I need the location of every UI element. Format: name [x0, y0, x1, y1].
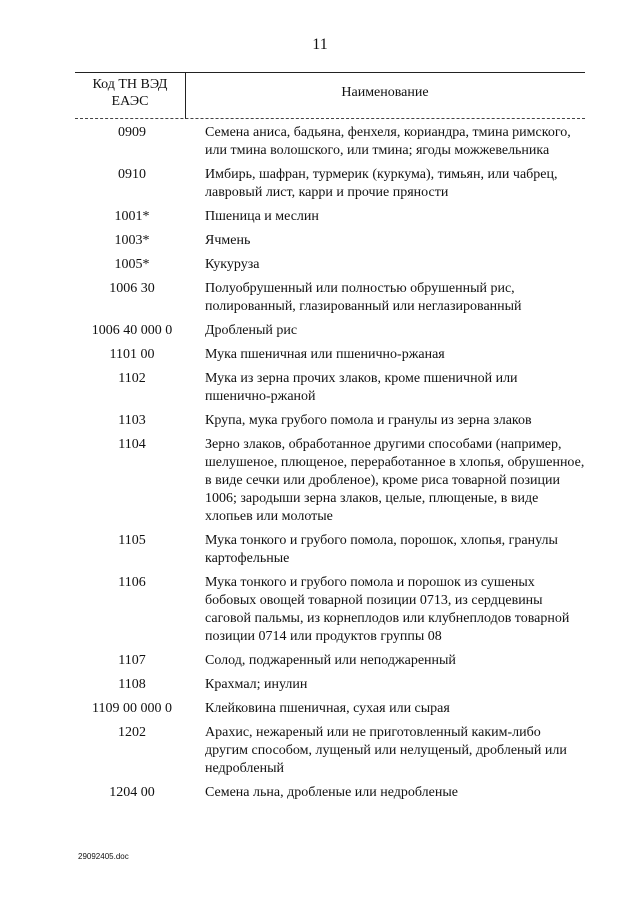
table-body — [75, 124, 585, 808]
row-code: 1106 — [118, 575, 146, 590]
table-row — [75, 574, 585, 646]
row-name: Полуобрушенный или полностью обрушенный рис, полированный, глазированный или неглазированный — [205, 281, 522, 314]
table-row — [75, 412, 585, 430]
header-top-rule — [75, 72, 585, 73]
row-name: Мука тонкого и грубого помола и порошок из сушеных бобовых овощей товарной позиции 0713, из сердцевины саговой пальмы, из корнеплодов или клубнеплодов товарной позиции 0714 или продуктов группы 08 — [205, 575, 570, 644]
row-name: Арахис, нежареный или не приготовленный каким-либо другим способом, лущеный или нелущеный, дробленый или недробленый — [205, 725, 567, 776]
row-name: Солод, поджаренный или неподжаренный — [205, 653, 456, 668]
row-code: 1104 — [118, 437, 146, 452]
code-header-line1: Код ТН ВЭД — [92, 77, 168, 92]
row-name: Крахмал; инулин — [205, 677, 308, 692]
code-column-header — [75, 76, 185, 110]
row-code: 1101 00 — [109, 347, 155, 362]
row-name: Мука пшеничная или пшенично-ржаная — [205, 347, 445, 362]
footer-file-name: 29092405.doc — [78, 852, 129, 861]
table-row — [75, 346, 585, 364]
row-name: Зерно злаков, обработанное другими способами (например, шелушеное, плющеное, переработанное в хлопья, обрушенное, в виде сечки или дробленое), кроме риса товарной позиции 1006; зародыши зерна злаков, целые, плющеные, в виде хлопьев или молотые — [205, 437, 585, 524]
row-name: Мука тонкого и грубого помола, порошок, хлопья, гранулы картофельные — [205, 533, 558, 566]
row-name: Семена льна, дробленые или недробленые — [205, 785, 458, 800]
table-row — [75, 700, 585, 718]
row-code: 1105 — [118, 533, 146, 548]
row-name: Семена аниса, бадьяна, фенхеля, кориандра, тмина римского, или тмина волошского, или тмина; ягоды можжевельника — [205, 125, 571, 158]
row-name: Крупа, мука грубого помола и гранулы из зерна злаков — [205, 413, 532, 428]
row-code: 1003* — [114, 233, 150, 248]
page-number: 11 — [312, 36, 328, 53]
row-code: 1108 — [118, 677, 146, 692]
table-row — [75, 256, 585, 274]
table-row — [75, 208, 585, 226]
row-name: Пшеница и меслин — [205, 209, 319, 224]
name-column-header: Наименование — [341, 85, 429, 100]
row-code: 1102 — [118, 371, 146, 386]
row-name: Мука из зерна прочих злаков, кроме пшеничной или пшенично-ржаной — [205, 371, 518, 404]
table-row — [75, 436, 585, 526]
row-code: 0909 — [118, 125, 146, 140]
table-row — [75, 280, 585, 316]
table-row — [75, 784, 585, 802]
table-row — [75, 370, 585, 406]
row-code: 1204 00 — [109, 785, 155, 800]
row-code: 1103 — [118, 413, 146, 428]
row-code: 1109 00 000 0 — [92, 701, 172, 716]
row-name: Ячмень — [205, 233, 251, 248]
table-row — [75, 676, 585, 694]
row-code: 1006 40 000 0 — [91, 323, 173, 338]
table-row — [75, 124, 585, 160]
table-row — [75, 532, 585, 568]
header-bottom-rule — [75, 118, 585, 119]
table-row — [75, 166, 585, 202]
table-row — [75, 652, 585, 670]
row-name: Дробленый рис — [205, 323, 298, 338]
table-row — [75, 322, 585, 340]
table-row — [75, 232, 585, 250]
row-code: 1001* — [114, 209, 150, 224]
row-code: 1005* — [114, 257, 150, 272]
code-header-line2: ЕАЭС — [111, 94, 149, 109]
row-code: 1006 30 — [109, 281, 155, 296]
row-name: Кукуруза — [205, 257, 260, 272]
table-row — [75, 724, 585, 778]
row-code: 1202 — [118, 725, 146, 740]
row-name: Имбирь, шафран, турмерик (куркума), тимьян, или чабрец, лавровый лист, карри и прочие пряности — [205, 167, 558, 200]
row-code: 1107 — [118, 653, 146, 668]
row-name: Клейковина пшеничная, сухая или сырая — [205, 701, 450, 716]
row-code: 0910 — [118, 167, 146, 182]
table-header — [75, 72, 585, 120]
